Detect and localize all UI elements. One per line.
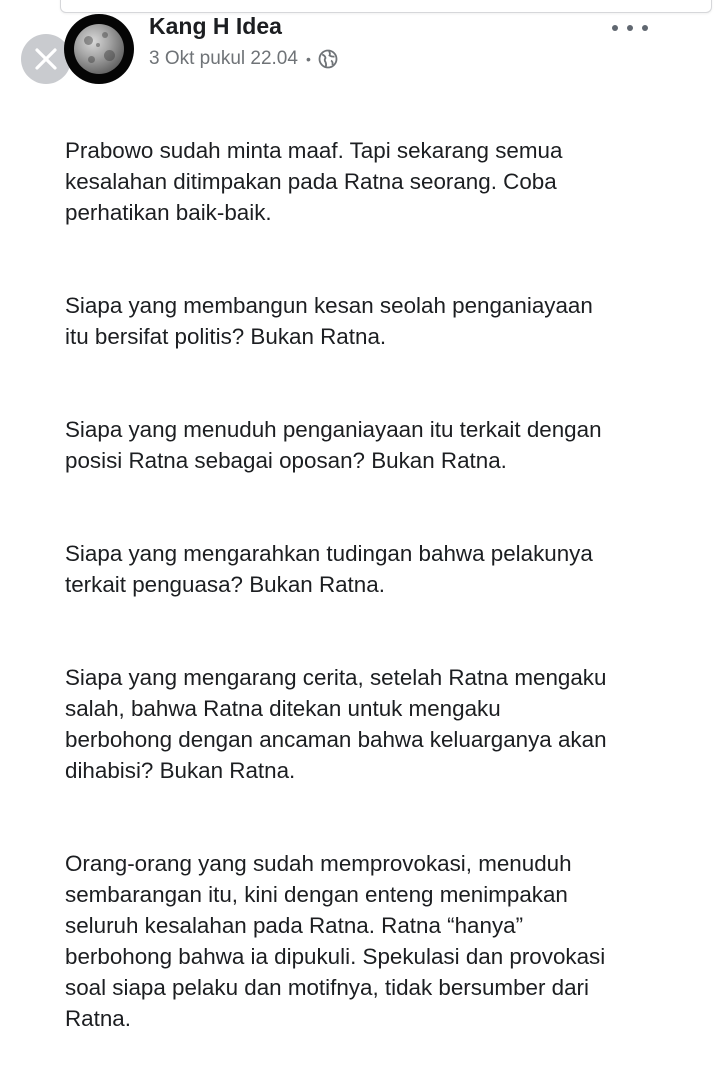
moon-avatar-icon xyxy=(74,24,124,74)
top-card-edge xyxy=(60,0,712,13)
post-timestamp[interactable]: 3 Okt pukul 22.04 xyxy=(149,48,298,69)
post-paragraph: Siapa yang membangun kesan seolah penganiayaan itu bersifat politis? Bukan Ratna. xyxy=(65,293,593,349)
globe-icon[interactable] xyxy=(318,49,338,69)
post-paragraph: Orang-orang yang sudah memprovokasi, menuduh sembarangan itu, kini dengan enteng menimpakan seluruh kesalahan pada Ratna. Ratna “hanya” berbohong bahwa ia dipukuli. Spekulasi dan provokasi soal siapa pelaku dan motifnya, tidak bersumber dari Ratna. xyxy=(65,851,606,1031)
more-options-icon-dot xyxy=(627,25,633,31)
close-button[interactable] xyxy=(21,34,71,84)
more-options-icon-dot xyxy=(642,25,648,31)
more-options-icon-dot xyxy=(612,25,618,31)
meta-separator: • xyxy=(305,51,311,67)
close-icon xyxy=(33,46,59,72)
author-name[interactable]: Kang H Idea xyxy=(149,13,282,39)
avatar[interactable] xyxy=(64,14,134,84)
post-paragraph: Siapa yang menuduh penganiayaan itu terkait dengan posisi Ratna sebagai oposan? Bukan Ratna. xyxy=(65,417,602,473)
post-meta xyxy=(149,48,338,70)
post-paragraph: Siapa yang mengarang cerita, setelah Ratna mengaku salah, bahwa Ratna ditekan untuk mengaku berbohong dengan ancaman bahwa keluarganya akan dihabisi? Bukan Ratna. xyxy=(65,665,607,783)
post-paragraph: Prabowo sudah minta maaf. Tapi sekarang semua kesalahan ditimpakan pada Ratna seorang. Coba perhatikan baik-baik. xyxy=(65,138,563,225)
post-paragraph: Siapa yang mengarahkan tudingan bahwa pelakunya terkait penguasa? Bukan Ratna. xyxy=(65,541,593,597)
more-options-button[interactable] xyxy=(612,18,648,38)
post-body xyxy=(65,104,705,1065)
